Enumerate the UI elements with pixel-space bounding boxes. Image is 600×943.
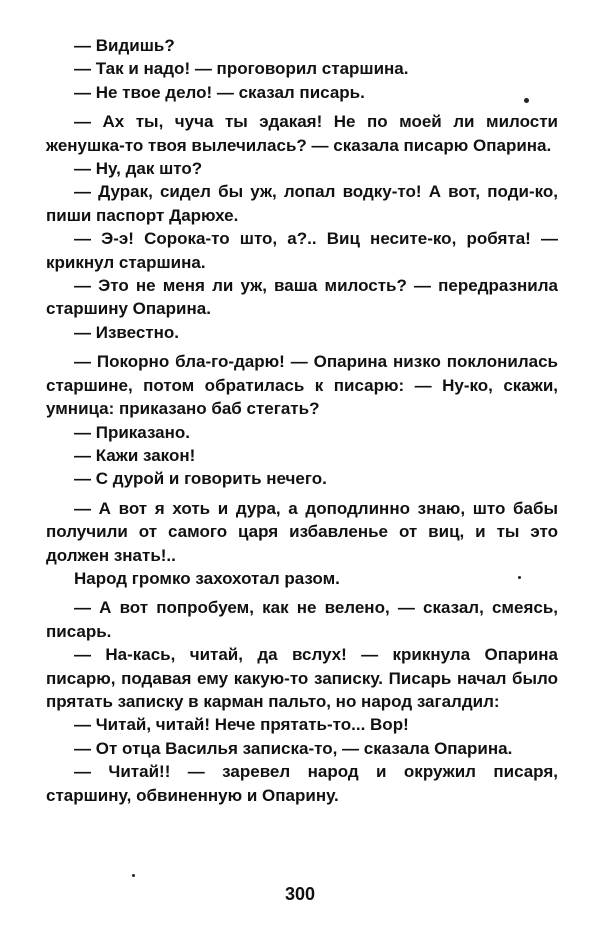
print-speck <box>518 576 521 579</box>
paragraph-1: — Видишь? <box>74 36 175 55</box>
paragraph-10: — Покорно бла-го-дарю! — Опарина низко поклонилась старшине, потом обратилась к писарю: — Ну-ко, скажи, умница: приказано баб стегать? <box>46 352 558 419</box>
paragraph-4: — Ах ты, чуча ты эдакая! Не по моей ли милости женушка-то твоя вылечилась? — сказала писарю Опарина. <box>46 112 558 155</box>
paragraph-20: — Читай!! — заревел народ и окружил писаря, старшину, обвиненную и Опарину. <box>46 762 558 805</box>
paragraph-18: — Читай, читай! Нече прятать-то... Вор! <box>74 715 409 735</box>
paragraph-11: — Приказано. <box>74 422 191 442</box>
paragraph-12: — Кажи закон! <box>74 445 196 465</box>
paragraph-16: — А вот попробуем, как не велено, — сказал, смеясь, писарь. <box>46 598 558 641</box>
paragraph-2: — Так и надо! — проговорил старшина. <box>74 59 409 79</box>
paragraph-17: — На-кась, читай, да вслух! — крикнула Опарина писарю, подавая ему какую-то записку. Писарь начал было прятать записку в карман пальто, но народ загалдил: <box>46 645 558 711</box>
paragraph-13: — С дурой и говорить нечего. <box>74 469 327 489</box>
paragraph-19: — От отца Василья записка-то, — сказала Опарина. <box>74 738 513 758</box>
page-body <box>46 34 558 807</box>
paragraph-6: — Дурак, сидел бы уж, лопал водку-то! А вот, поди-ко, пиши паспорт Дарюхе. <box>46 182 558 225</box>
paragraph-5: — Ну, дак што? <box>74 159 203 179</box>
paragraph-3: — Не твое дело! — сказал писарь. <box>74 82 365 102</box>
paragraph-15: Народ громко захохотал разом. <box>74 568 340 588</box>
paragraph-14: — А вот я хоть и дура, а доподлинно знаю, што бабы получили от самого царя избавленье от виц, и ты это должен знать!.. <box>46 498 558 565</box>
paragraph-9: — Известно. <box>74 322 180 342</box>
print-speck <box>132 874 135 877</box>
page-number: 300 <box>284 884 316 904</box>
print-speck <box>524 98 529 103</box>
paragraph-8: — Это не меня ли уж, ваша милость? — передразнила старшину Опарина. <box>46 276 558 319</box>
paragraph-7: — Э-э! Сорока-то што, а?.. Виц несите-ко, робята! — крикнул старшина. <box>46 229 558 272</box>
